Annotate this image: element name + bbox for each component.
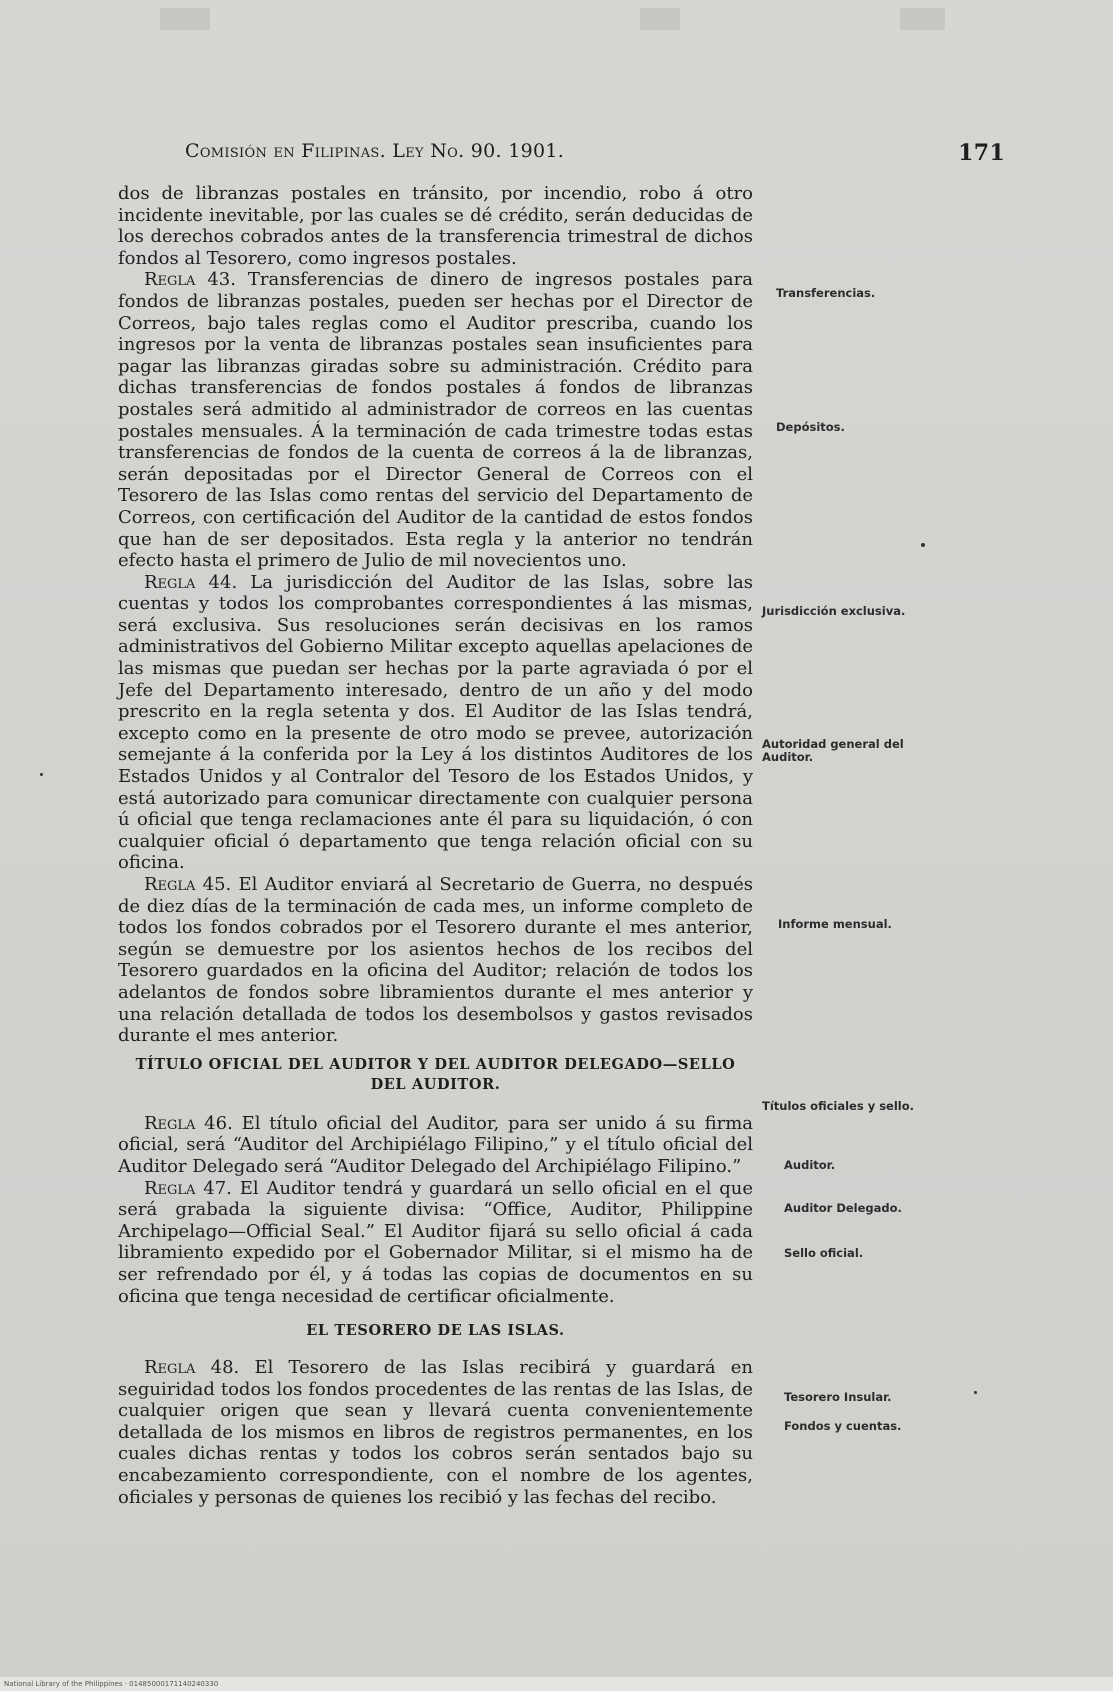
- regla-label: Regla 44.: [144, 571, 238, 593]
- running-title: Comisión en Filipinas. Ley No. 90. 1901.: [185, 140, 565, 162]
- regla-label: Regla 48.: [144, 1357, 240, 1379]
- paragraph-text: El Auditor enviará al Secretario de Guerra, no después de diez días de la terminación de cada mes, un informe completo de todos los fondos cobrados por el Tesorero durante el mes anterior, según se demuestre por los asientos hechos de los recibos del Tesorero guardados en la oficina del Auditor; relación de todos los adelantos de fondos sobre libramientos durante el mes anterior y una relación detallada de todos los desembolsos y gastos revisados durante el mes anterior.: [118, 874, 754, 1047]
- page-number: 171: [958, 140, 1005, 166]
- margin-note-fondos: Fondos y cuentas.: [784, 1419, 902, 1433]
- paragraph-regla-48: [118, 1357, 753, 1508]
- margin-note-jurisdiccion: Jurisdicción exclusiva.: [762, 604, 906, 618]
- scan-smudge: [160, 8, 210, 30]
- margin-note-tesorero: Tesorero Insular.: [784, 1390, 892, 1404]
- paragraph-text: El título oficial del Auditor, para ser unido á su firma oficial, será “Auditor del Archipiélago Filipino,” y el título oficial del Auditor Delegado será “Auditor Delegado del Archipiélago Filipino.”: [118, 1112, 753, 1177]
- margin-note-depositos: Depósitos.: [776, 420, 845, 434]
- regla-label: Regla 45.: [144, 874, 232, 895]
- margin-note-informe: Informe mensual.: [778, 917, 892, 931]
- regla-label: Regla 43.: [144, 269, 236, 291]
- margin-note-titulos: Títulos oficiales y sello.: [762, 1099, 914, 1113]
- section-heading-auditor: TÍTULO OFICIAL DEL AUDITOR Y DEL AUDITOR DELEGADO—SELLO DEL AUDITOR.: [135, 1055, 736, 1093]
- scan-smudge: [640, 8, 680, 30]
- footer-credit-strip: [0, 1677, 1113, 1691]
- margin-note-autoridad: Autoridad general del Auditor.: [762, 737, 904, 764]
- margin-note-auditor-delegado: Auditor Delegado.: [784, 1201, 902, 1215]
- section-heading-tesorero: EL TESORERO DE LAS ISLAS.: [306, 1322, 565, 1340]
- paragraph-text: Transferencias de dinero de ingresos postales para fondos de libranzas postales, pueden ser hechas por el Director de Correos, bajo tales reglas como el Auditor prescriba, cuando los ingresos por la venta de libranzas postales sean insuficientes para pagar las libranzas giradas sobre su administración. Crédito para dichas transferencias de fondos postales á fondos de libranzas postales será admitido al administrador de correos en las cuentas postales mensuales. Á la terminación de cada trimestre todas estas transferencias de fondos de la cuenta de correos á la de libranzas, serán depositadas por el Director General de Correos con el Tesorero de las Islas como rentas del servicio del Departamento de Correos, con certificación del Auditor de la cantidad de estos fondos que han de ser depositados. Esta regla y la anterior no tendrán efecto hasta el primero de Julio de mil novecientos uno.: [118, 269, 753, 572]
- paragraph-regla-44: [118, 572, 753, 874]
- regla-label: Regla 46.: [144, 1112, 233, 1134]
- scan-speck: [974, 1391, 977, 1394]
- regla-label: Regla 47.: [144, 1177, 232, 1199]
- paragraph-text: El Tesorero de las Islas recibirá y guardará en seguiridad todos los fondos procedentes de las rentas de las Islas, de cualquier origen que sean y llevará cuenta convenientemente detallada de los mismos en libros de registros permanentes, en los cuales dichas rentas y todos los cobros serán sentados bajo su encabezamiento correspondiente, con el nombre de los agentes, oficiales y personas de quienes los recibió y las fechas del recibo.: [118, 1357, 753, 1508]
- scan-smudge: [900, 8, 945, 30]
- paragraph-continuation: dos de libranzas postales en tránsito, por incendio, robo á otro incidente inevitable, por las cuales se dé crédito, serán deducidas de los derechos cobrados antes de la transferencia trimestral de dichos fondos al Tesorero, como ingresos postales.: [118, 183, 753, 269]
- scan-speck: [40, 773, 43, 776]
- margin-note-auditor: Auditor.: [784, 1158, 836, 1172]
- margin-note-transferencias: Transferencias.: [776, 286, 876, 300]
- paragraph-text: La jurisdicción del Auditor de las Islas, sobre las cuentas y todos los comprobantes correspondientes á las mismas, será exclusiva. Sus resoluciones serán decisivas en los ramos administrativos del Gobierno Militar excepto aquellas apelaciones de las mismas que puedan ser hechas por la parte agraviada ó por el Jefe del Departamento interesado, dentro de un año y del modo prescrito en la regla setenta y dos. El Auditor de las Islas tendrá, excepto como en la presente de otro modo se prevee, autorización semejante á la conferida por la Ley á los distintos Auditores de los Estados Unidos y al Contralor del Tesoro de los Estados Unidos, y está autorizado para comunicar directamente con cualquier persona ú oficial que tenga reclamaciones ante él para su liquidación, ó con cualquier oficial ó departamento que tenga relación oficial con su oficina.: [118, 571, 753, 874]
- main-text-column: [118, 183, 753, 1508]
- paragraph-regla-47: [118, 1178, 753, 1308]
- scan-speck: [921, 543, 925, 547]
- paragraph-regla-43: [118, 269, 753, 571]
- margin-note-sello: Sello oficial.: [784, 1246, 864, 1260]
- paragraph-regla-46: [118, 1113, 753, 1178]
- paragraph-regla-45: [118, 874, 753, 1047]
- footer-credit: National Library of the Philippines · 01485000171140240330: [4, 1680, 219, 1688]
- paragraph-text: El Auditor tendrá y guardará un sello oficial en el que será grabada la siguiente divisa: “Office, Auditor, Philippine Archipelago—Official Seal.” El Auditor fijará su sello oficial á cada libramiento expedido por el Gobernador Militar, si el mismo ha de ser refrendado por él, y á todas las copias de documentos en su oficina que tenga necesidad de certificar oficialmente.: [118, 1177, 753, 1307]
